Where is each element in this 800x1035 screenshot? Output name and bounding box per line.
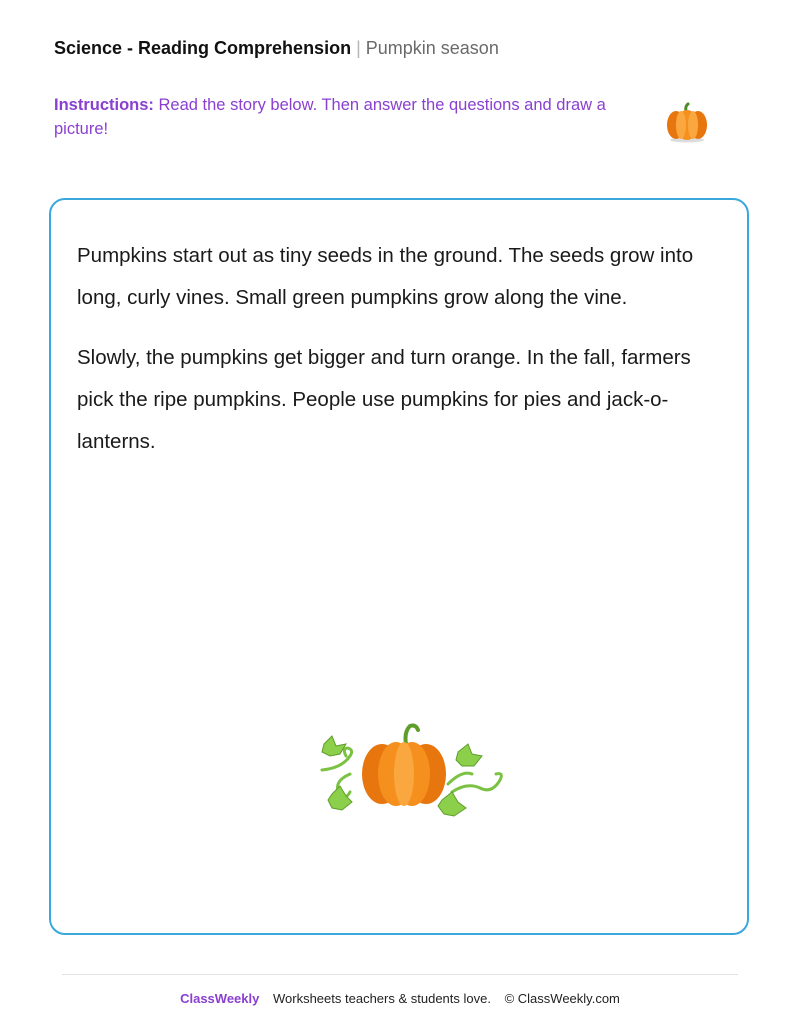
story-box (49, 198, 749, 935)
story-paragraph-1: Pumpkins start out as tiny seeds in the ground. The seeds grow into long, curly vines. Small green pumpkins grow along the vine. (77, 244, 694, 309)
worksheet-title: Science - Reading Comprehension (54, 38, 352, 58)
footer-brand: ClassWeekly (180, 991, 260, 1006)
pumpkin-icon (664, 101, 710, 145)
page-footer (0, 990, 800, 1008)
worksheet-subtitle: Pumpkin season (365, 38, 499, 58)
footer-copyright: © ClassWeekly.com (504, 991, 620, 1006)
instructions-label: Instructions: (54, 96, 154, 114)
pumpkin-vine-illustration (302, 722, 514, 827)
story-paragraph-2: Slowly, the pumpkins get bigger and turn orange. In the fall, farmers pick the ripe pumpkins. People use pumpkins for pies and jack-o-lanterns. (77, 346, 691, 453)
instructions (54, 93, 614, 141)
page-header (54, 36, 499, 60)
footer-tagline: Worksheets teachers & students love. (272, 991, 491, 1006)
title-separator: | (356, 38, 361, 58)
footer-divider (62, 974, 738, 975)
instructions-text: Read the story below. Then answer the questions and draw a picture! (54, 96, 606, 138)
story-text (77, 235, 697, 481)
